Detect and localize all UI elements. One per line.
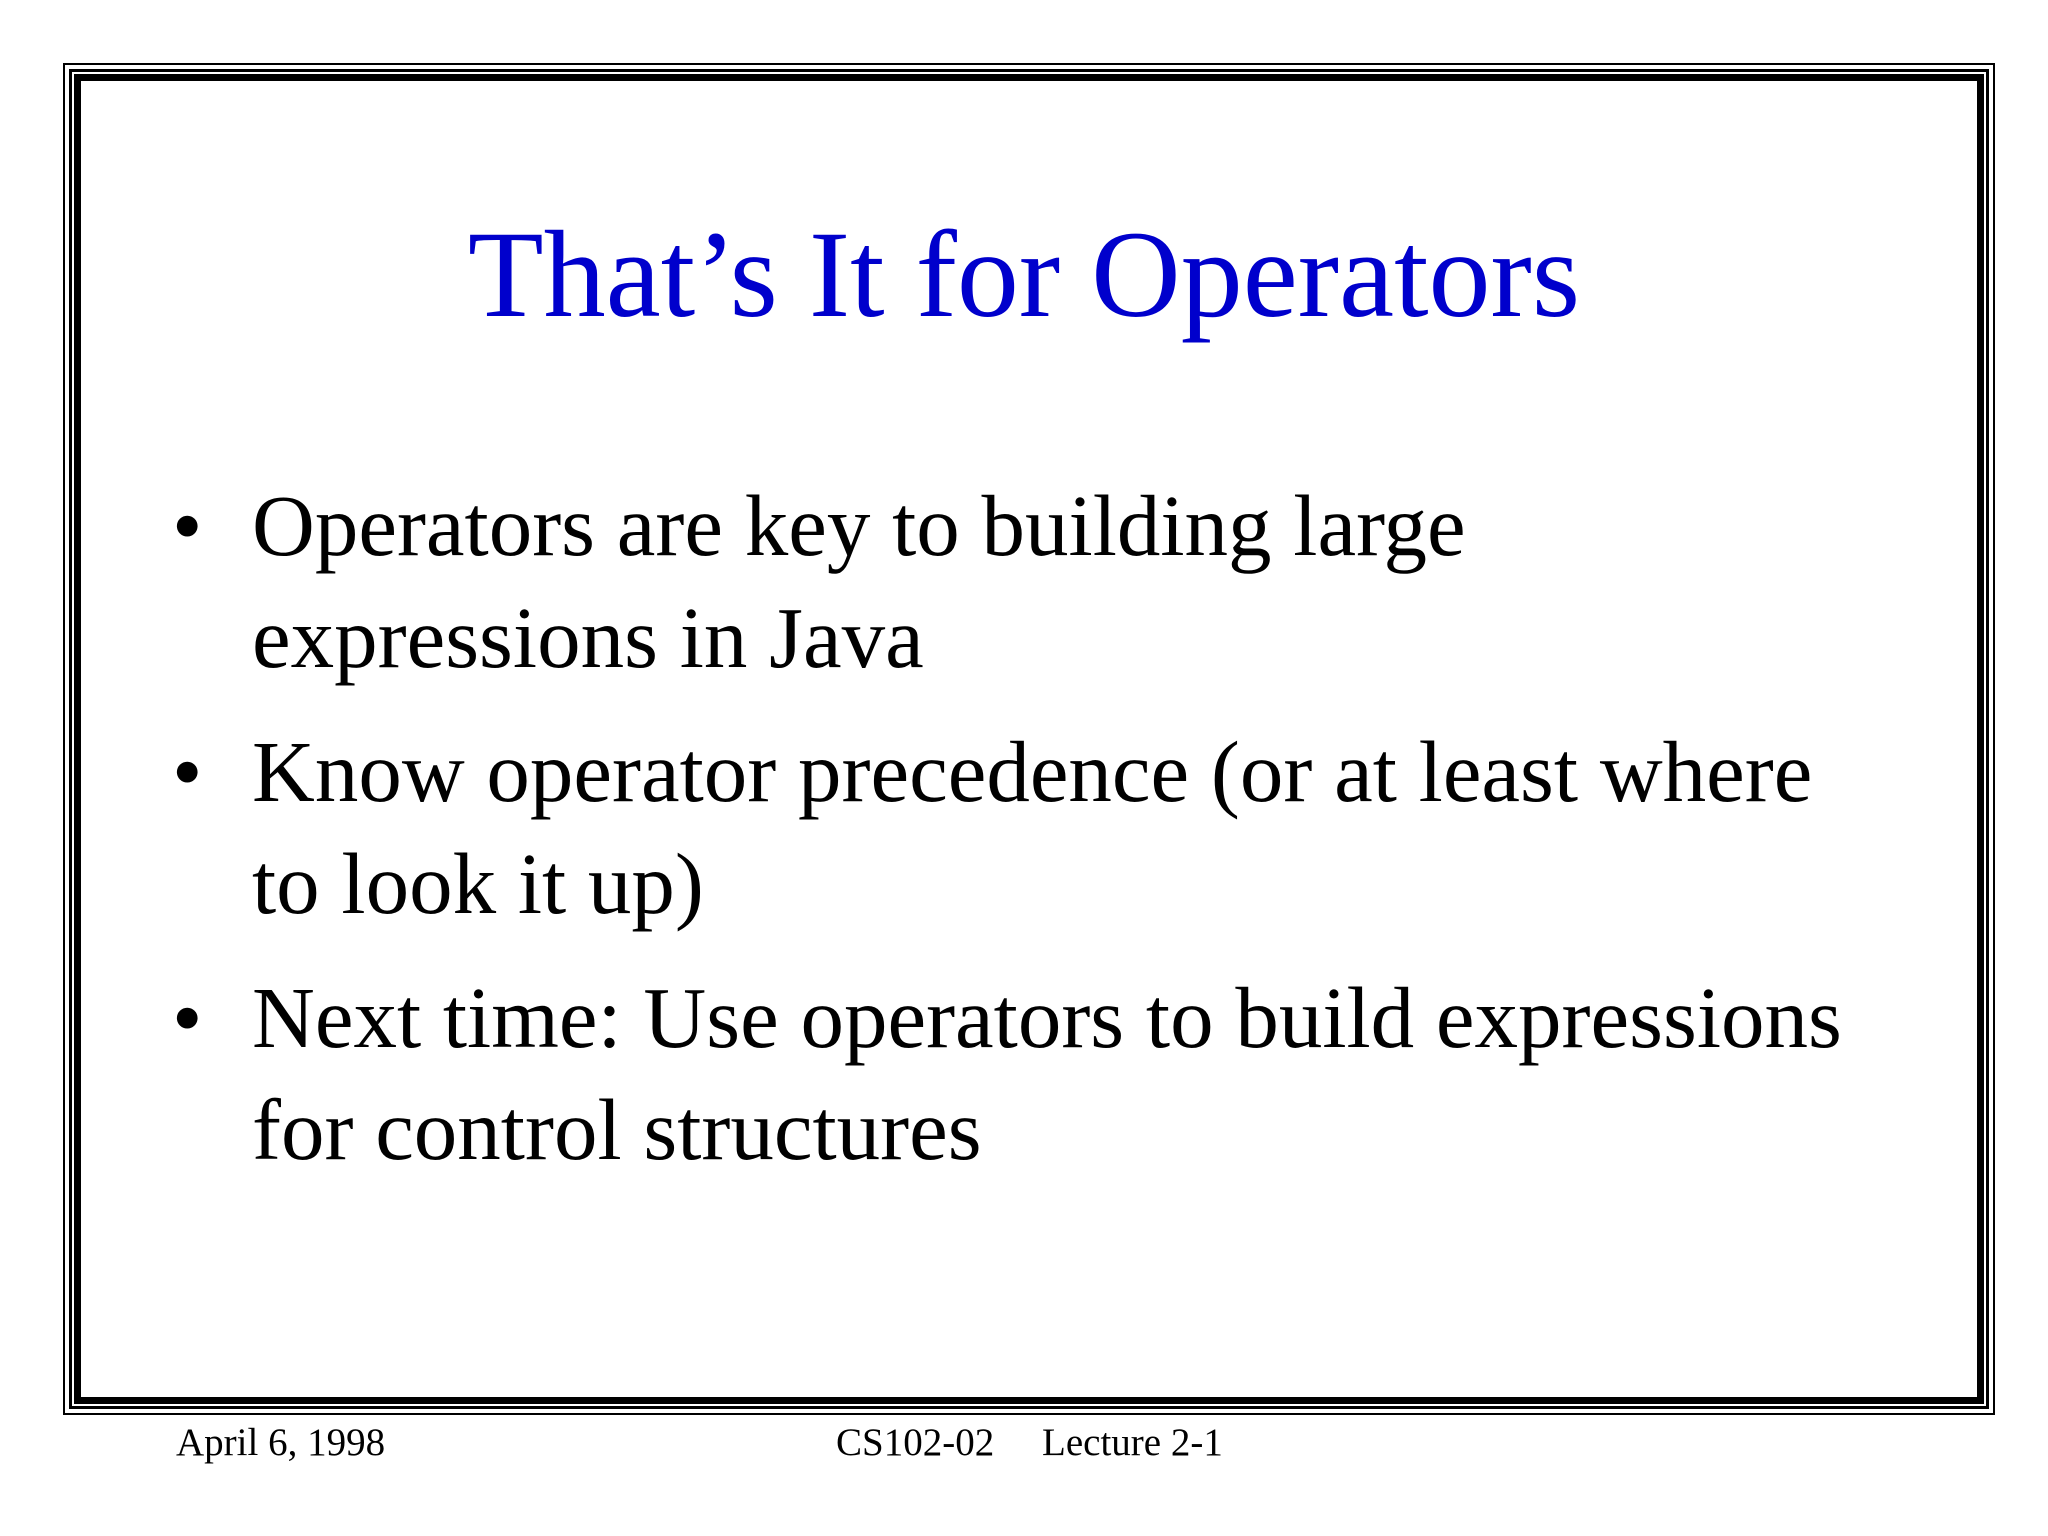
bullet-item — [172, 716, 1872, 940]
bullet-text: Operators are key to building large expressions in Java — [252, 477, 1466, 686]
bullet-dot-icon: • — [172, 969, 203, 1066]
bullet-item — [172, 962, 1872, 1186]
bullet-list — [172, 470, 1872, 1208]
bullet-dot-icon: • — [172, 723, 203, 820]
slide-title: That’s It for Operators — [467, 206, 1581, 343]
bullet-text: Know operator precedence (or at least where to look it up) — [252, 723, 1813, 932]
bullet-dot-icon: • — [172, 477, 203, 574]
footer-date: April 6, 1998 — [176, 1421, 386, 1464]
bullet-item — [172, 470, 1872, 694]
footer-course: CS102-02 — [836, 1421, 995, 1464]
footer-lecture: Lecture 2-1 — [1042, 1421, 1223, 1464]
bullet-text: Next time: Use operators to build expressions for control structures — [252, 969, 1842, 1178]
